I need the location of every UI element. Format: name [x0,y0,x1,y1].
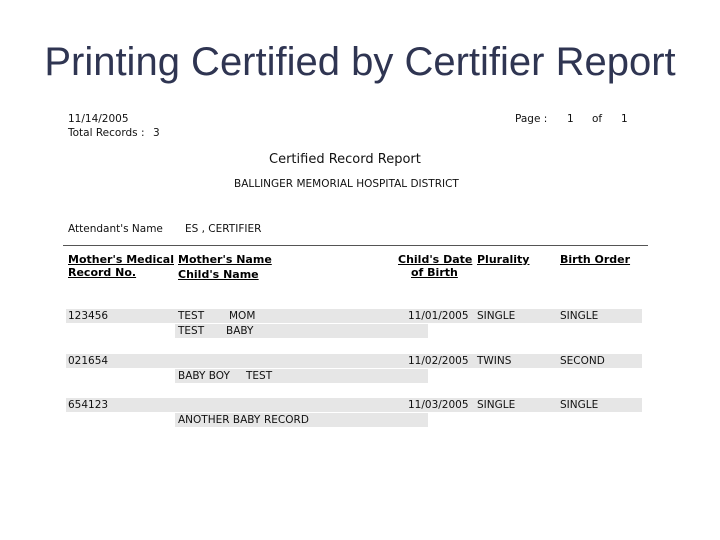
total-records-label: Total Records : [68,127,145,139]
col-mrn-line1: Mother's Medical [68,253,174,266]
col-child-name: Child's Name [178,268,259,281]
facility-name: BALLINGER MEMORIAL HOSPITAL DISTRICT [234,178,459,190]
cell-mother-first: TEST [178,310,205,322]
col-mother-name: Mother's Name [178,253,272,266]
cell-mrn: 021654 [68,355,109,367]
row-band [66,354,642,368]
cell-plurality: SINGLE [477,310,516,322]
col-plurality: Plurality [477,253,530,266]
cell-birth-order: SECOND [560,355,605,367]
cell-birth-order: SINGLE [560,399,599,411]
col-birth-order: Birth Order [560,253,631,266]
col-mrn-line2: Record No. [68,266,137,279]
cell-dob: 11/03/2005 [408,399,469,411]
cell-plurality: TWINS [477,355,512,367]
page-of-label: of [592,113,603,125]
attendant-value: ES , CERTIFIER [185,223,262,235]
page-total: 1 [621,113,628,125]
cell-child-last: TEST [246,370,273,382]
cell-mother-last: MOM [229,310,256,322]
attendant-label: Attendant's Name [68,223,163,235]
child-band [175,324,428,338]
cell-child-last: BABY [226,325,254,337]
cell-plurality: SINGLE [477,399,516,411]
page-number: 1 [567,113,574,125]
cell-mrn: 123456 [68,310,109,322]
cell-child-first: BABY BOY [178,370,230,382]
total-records-value: 3 [153,127,160,139]
page-label: Page : [515,113,548,125]
report-date: 11/14/2005 [68,113,129,125]
header-divider [63,245,648,246]
cell-birth-order: SINGLE [560,310,599,322]
col-dob-line1: Child's Date [398,253,473,266]
report-title: Certified Record Report [269,152,421,167]
row-band [66,398,642,412]
cell-child-first: TEST [178,325,205,337]
slide-title: Printing Certified by Certifier Report [44,40,676,84]
row-band [66,309,642,323]
cell-dob: 11/02/2005 [408,355,469,367]
cell-dob: 11/01/2005 [408,310,469,322]
col-dob-line2: of Birth [411,266,458,279]
cell-child-first: ANOTHER BABY [178,414,261,426]
cell-child-last: RECORD [264,414,309,426]
cell-mrn: 654123 [68,399,109,411]
